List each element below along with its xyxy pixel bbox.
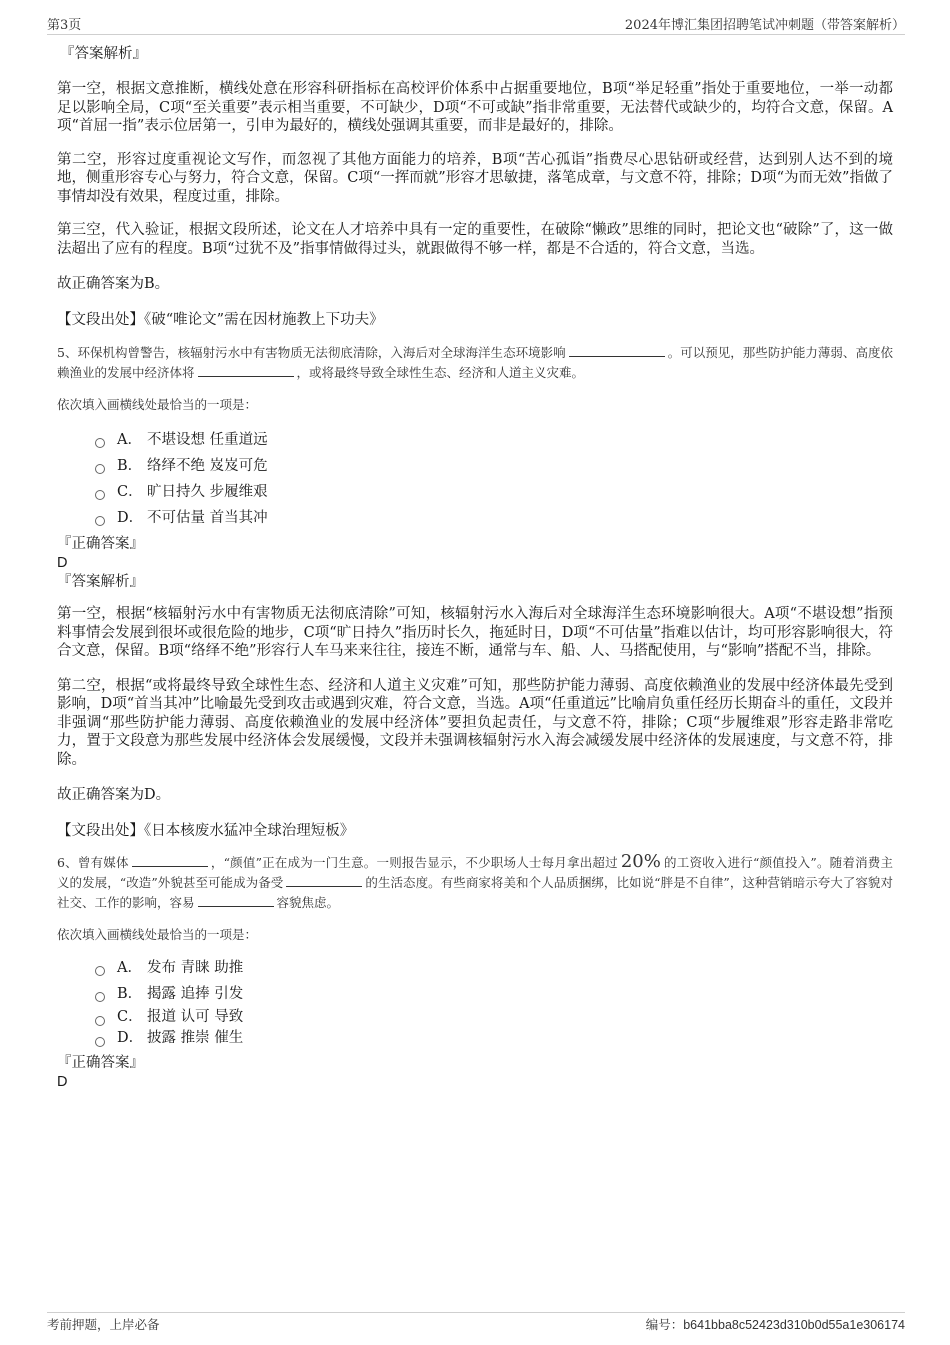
q6-answer: D	[57, 1074, 68, 1090]
q5-source: 【文段出处】《日本核废水猛冲全球治理短板》	[57, 822, 355, 839]
radio-icon[interactable]	[95, 992, 105, 1002]
q4-explanation-para-2: 第二空，形容过度重视论文写作，而忽视了其他方面能力的培养，B项“苦心孤诣”指费尽心思钻研或经营，达到别人达不到的境地，侧重形容专心与努力，符合文意，保留。C项“一挥而就”形容才思敏捷，落笔成章，与文意不符，排除；D项“为而无效”指做了事情却没有效果，程度过重，排除。	[57, 151, 893, 205]
q5-blank-2	[198, 364, 294, 377]
q6-percent: 20%	[620, 851, 661, 872]
radio-icon[interactable]	[95, 966, 105, 976]
q5-explanation-heading: 『答案解析』	[57, 574, 144, 590]
document-title: 2024年博汇集团招聘笔试冲刺题（带答案解析）	[624, 18, 905, 33]
page-number: 第3页	[47, 18, 82, 33]
q6-text-2: ，“颜值”正在成为一门生意。一则报告显示，不少职场人士每月拿出超过	[210, 855, 618, 870]
radio-icon[interactable]	[95, 1016, 105, 1026]
q6-text-1: 6、曾有媒体	[57, 855, 129, 870]
q6-option-c[interactable]: C． 报道 认可 导致	[95, 1007, 893, 1028]
q5-text-2: 。可以预见，那些防护能力薄弱、高度依赖渔业的发展中经济体将	[57, 345, 893, 380]
q4-conclusion: 故正确答案为B。	[57, 276, 170, 292]
q5-answer-heading: 『正确答案』	[57, 536, 144, 552]
q5-text-1: 5、环保机构曾警告，核辐射污水中有害物质无法彻底清除，入海后对全球海洋生态环境影响	[57, 345, 566, 360]
q4-source: 【文段出处】《破“唯论文”需在因材施教上下功夫》	[57, 311, 384, 328]
q6-answer-heading: 『正确答案』	[57, 1055, 144, 1071]
q6-question	[57, 852, 893, 913]
q4-explanation-para-1: 第一空，根据文意推断，横线处意在形容科研指标在高校评价体系中占据重要地位，B项“举足轻重”指处于重要地位，一举一动都足以影响全局，C项“至关重要”表示相当重要，不可缺少，D项“不可或缺”指非常重要，无法替代或缺少的，均符合文意，保留。A项“首屈一指”表示位居第一，引申为最好的，横线处强调其重要，而非是最好的，排除。	[57, 81, 893, 134]
q5-question	[57, 343, 893, 383]
q5-blank-1	[569, 344, 665, 357]
radio-icon[interactable]	[95, 1037, 105, 1047]
q5-prompt: 依次填入画横线处最恰当的一项是：	[57, 397, 258, 412]
q5-option-d[interactable]: D． 不可估量 首当其冲	[95, 505, 893, 531]
q6-options	[95, 955, 893, 1049]
q5-option-c[interactable]: C． 旷日持久 步履维艰	[95, 479, 893, 505]
q6-blank-1	[132, 854, 208, 867]
q5-option-b[interactable]: B． 络绎不绝 岌岌可危	[95, 453, 893, 479]
q5-explanation-para-1: 第一空，根据“核辐射污水中有害物质无法彻底清除”可知，核辐射污水入海后对全球海洋生态环境影响很大。A项“不堪设想”指预料事情会发展到很坏或很危险的地步，C项“旷日持久”指历时长久，拖延时日，D项“不可估量”指难以估计，均可形容影响很大，符合文意，保留。B项“络绎不绝”形容行人车马来来往往，接连不断，通常与车、船、人、马搭配使用，与“影响”搭配不当，排除。	[57, 606, 893, 659]
page-footer	[47, 1312, 905, 1335]
page-header	[47, 12, 905, 35]
q6-text-3: 的工资收入进行“颜值投入”。随着消费主义的发展，“改造”外貌甚至可能成为备受	[57, 855, 893, 890]
radio-icon[interactable]	[95, 438, 105, 448]
q5-answer: D	[57, 555, 68, 571]
q6-option-b[interactable]: B． 揭露 追捧 引发	[95, 981, 893, 1007]
document-code	[646, 1315, 905, 1333]
radio-icon[interactable]	[95, 516, 105, 526]
q5-text-3: ，或将最终导致全球性生态、经济和人道主义灾难。	[296, 365, 585, 380]
code-value: b641bba8c52423d310b0d55a1e306174	[683, 1318, 905, 1332]
q5-options	[95, 427, 893, 531]
q5-explanation-para-2: 第二空，根据“或将最终导致全球性生态、经济和人道主义灾难”可知，那些防护能力薄弱、高度依赖渔业的发展中经济体最先受到影响，D项“首当其冲”比喻最先受到攻击或遇到灾难，符合文意，当选。A项“任重道远”比喻肩负重任经历长期奋斗的重任，文段并非强调“那些防护能力薄弱、高度依赖渔业的发展中经济体”要担负起责任，与文意不符，排除；C项“步履维艰”形容走路非常吃力，置于文段意为那些发展中经济体会发展缓慢，文段并未强调核辐射污水入海会减缓发展中经济体的发展速度，与文意不符，排除。	[57, 677, 893, 768]
q6-blank-2	[286, 874, 362, 887]
q6-option-d[interactable]: D． 披露 推崇 催生	[95, 1028, 893, 1049]
q5-conclusion: 故正确答案为D。	[57, 787, 171, 803]
q6-option-a[interactable]: A． 发布 青睐 助推	[95, 955, 893, 981]
q6-blank-3	[198, 894, 274, 907]
page-content	[57, 44, 893, 1092]
q6-prompt: 依次填入画横线处最恰当的一项是：	[57, 927, 258, 942]
radio-icon[interactable]	[95, 464, 105, 474]
q6-text-5: 容貌焦虑。	[276, 895, 340, 910]
q6-text-4: 的生活态度。有些商家将美和个人品质捆绑，比如说“胖是不自律”，这种营销暗示夸大了容貌对社交、工作的影响，容易	[57, 875, 893, 910]
code-label: 编号：	[645, 1317, 684, 1332]
q5-option-a[interactable]: A． 不堪设想 任重道远	[95, 427, 893, 453]
q4-explanation-para-3: 第三空，代入验证，根据文段所述，论文在人才培养中具有一定的重要性，在破除“懒政”思维的同时，把论文也“破除”了，这一做法超出了应有的程度。B项“过犹不及”指事情做得过头，就跟做得不够一样，都是不合适的，符合文意，当选。	[57, 222, 893, 257]
radio-icon[interactable]	[95, 490, 105, 500]
q4-explanation-heading: 『答案解析』	[60, 46, 147, 62]
footer-slogan: 考前押题，上岸必备	[47, 1317, 160, 1332]
